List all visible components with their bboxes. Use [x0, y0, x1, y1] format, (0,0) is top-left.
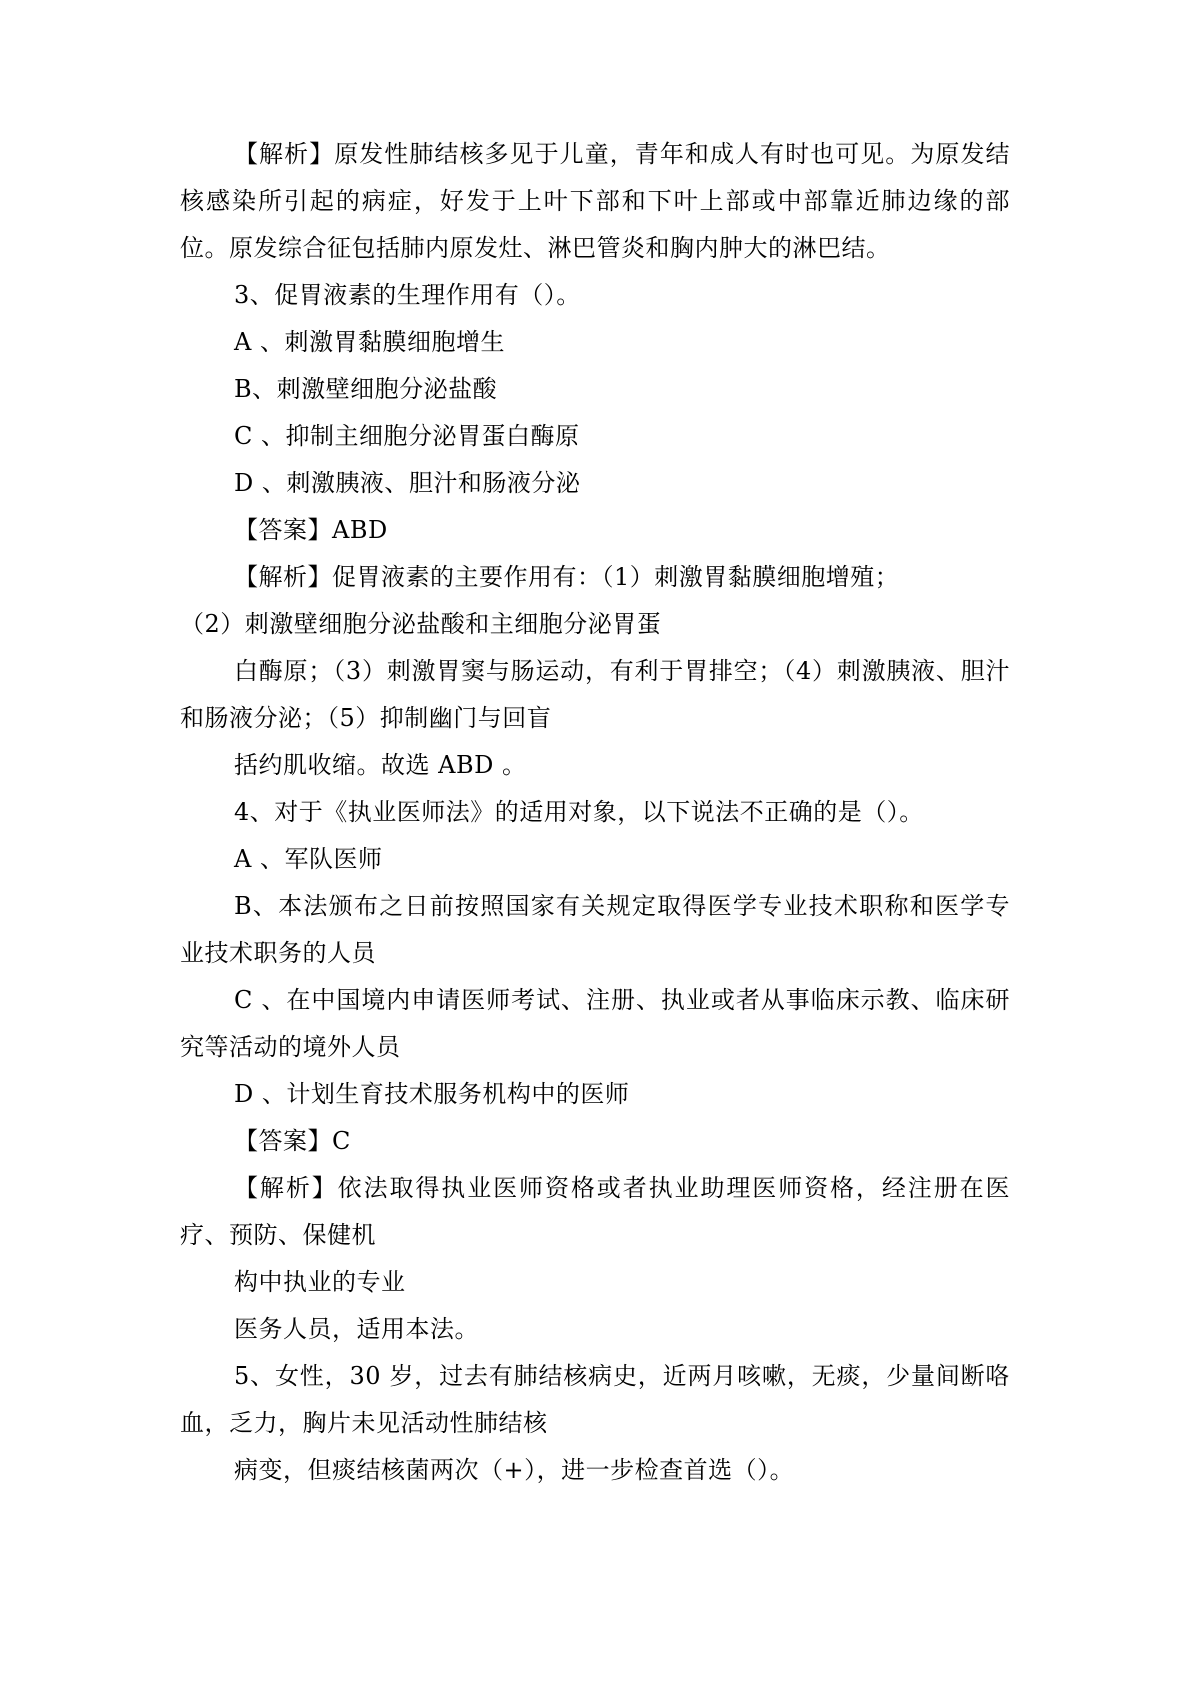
- question-4-option-c: C 、在中国境内申请医师考试、注册、执业或者从事临床示教、临床研究等活动的境外人员: [180, 986, 1010, 1061]
- question-3-analysis-line-1: 【解析】促胃液素的主要作用有：（1）刺激胃黏膜细胞增殖；: [234, 563, 900, 591]
- question-3-stem: 3、促胃液素的生理作用有（）。: [234, 281, 581, 309]
- question-4-analysis-line-1: 【解析】依法取得执业医师资格或者执业助理医师资格，经注册在医疗、预防、保健机: [180, 1174, 1010, 1249]
- paragraph-analysis-q2: 【解析】原发性肺结核多见于儿童，青年和成人有时也可见。为原发结核感染所引起的病症，好发于上叶下部和下叶上部或中部靠近肺边缘的部位。原发综合征包括肺内原发灶、淋巴管炎和胸内肿大的淋巴结。: [180, 140, 1010, 262]
- question-4-analysis-line-3: 医务人员，适用本法。: [234, 1315, 479, 1343]
- question-3-analysis-line-3: 白酶原；（3）刺激胃窦与肠运动，有利于胃排空；（4）刺激胰液、胆汁和肠液分泌；（5）抑制幽门与回盲: [180, 657, 1010, 732]
- question-3-analysis-line-4: 括约肌收缩。故选 ABD 。: [234, 751, 527, 779]
- question-5-stem-line-1: 5、女性，30 岁，过去有肺结核病史，近两月咳嗽，无痰，少量间断咯血，乏力，胸片未见活动性肺结核: [180, 1362, 1010, 1437]
- question-3-option-d: D 、刺激胰液、胆汁和肠液分泌: [234, 469, 581, 497]
- question-4-option-b: B、本法颁布之日前按照国家有关规定取得医学专业技术职称和医学专业技术职务的人员: [180, 892, 1010, 967]
- question-4-option-a: A 、军队医师: [234, 845, 383, 873]
- question-5-stem-line-2: 病变，但痰结核菌两次（+），进一步检查首选（）。: [234, 1456, 795, 1484]
- question-4-option-d: D 、计划生育技术服务机构中的医师: [234, 1080, 630, 1108]
- question-3-option-b: B、刺激壁细胞分泌盐酸: [234, 375, 498, 403]
- question-3-analysis-line-2: （2）刺激壁细胞分泌盐酸和主细胞分泌胃蛋: [180, 610, 662, 638]
- question-4-stem: 4、对于《执业医师法》的适用对象，以下说法不正确的是（）。: [234, 798, 924, 826]
- question-3-answer: 【答案】ABD: [234, 516, 388, 544]
- document-body: [180, 131, 1010, 1494]
- question-4-analysis-line-2: 构中执业的专业: [234, 1268, 406, 1296]
- question-4-answer: 【答案】C: [234, 1127, 351, 1155]
- question-3-option-a: A 、刺激胃黏膜细胞增生: [234, 328, 505, 356]
- question-3-option-c: C 、抑制主细胞分泌胃蛋白酶原: [234, 422, 580, 450]
